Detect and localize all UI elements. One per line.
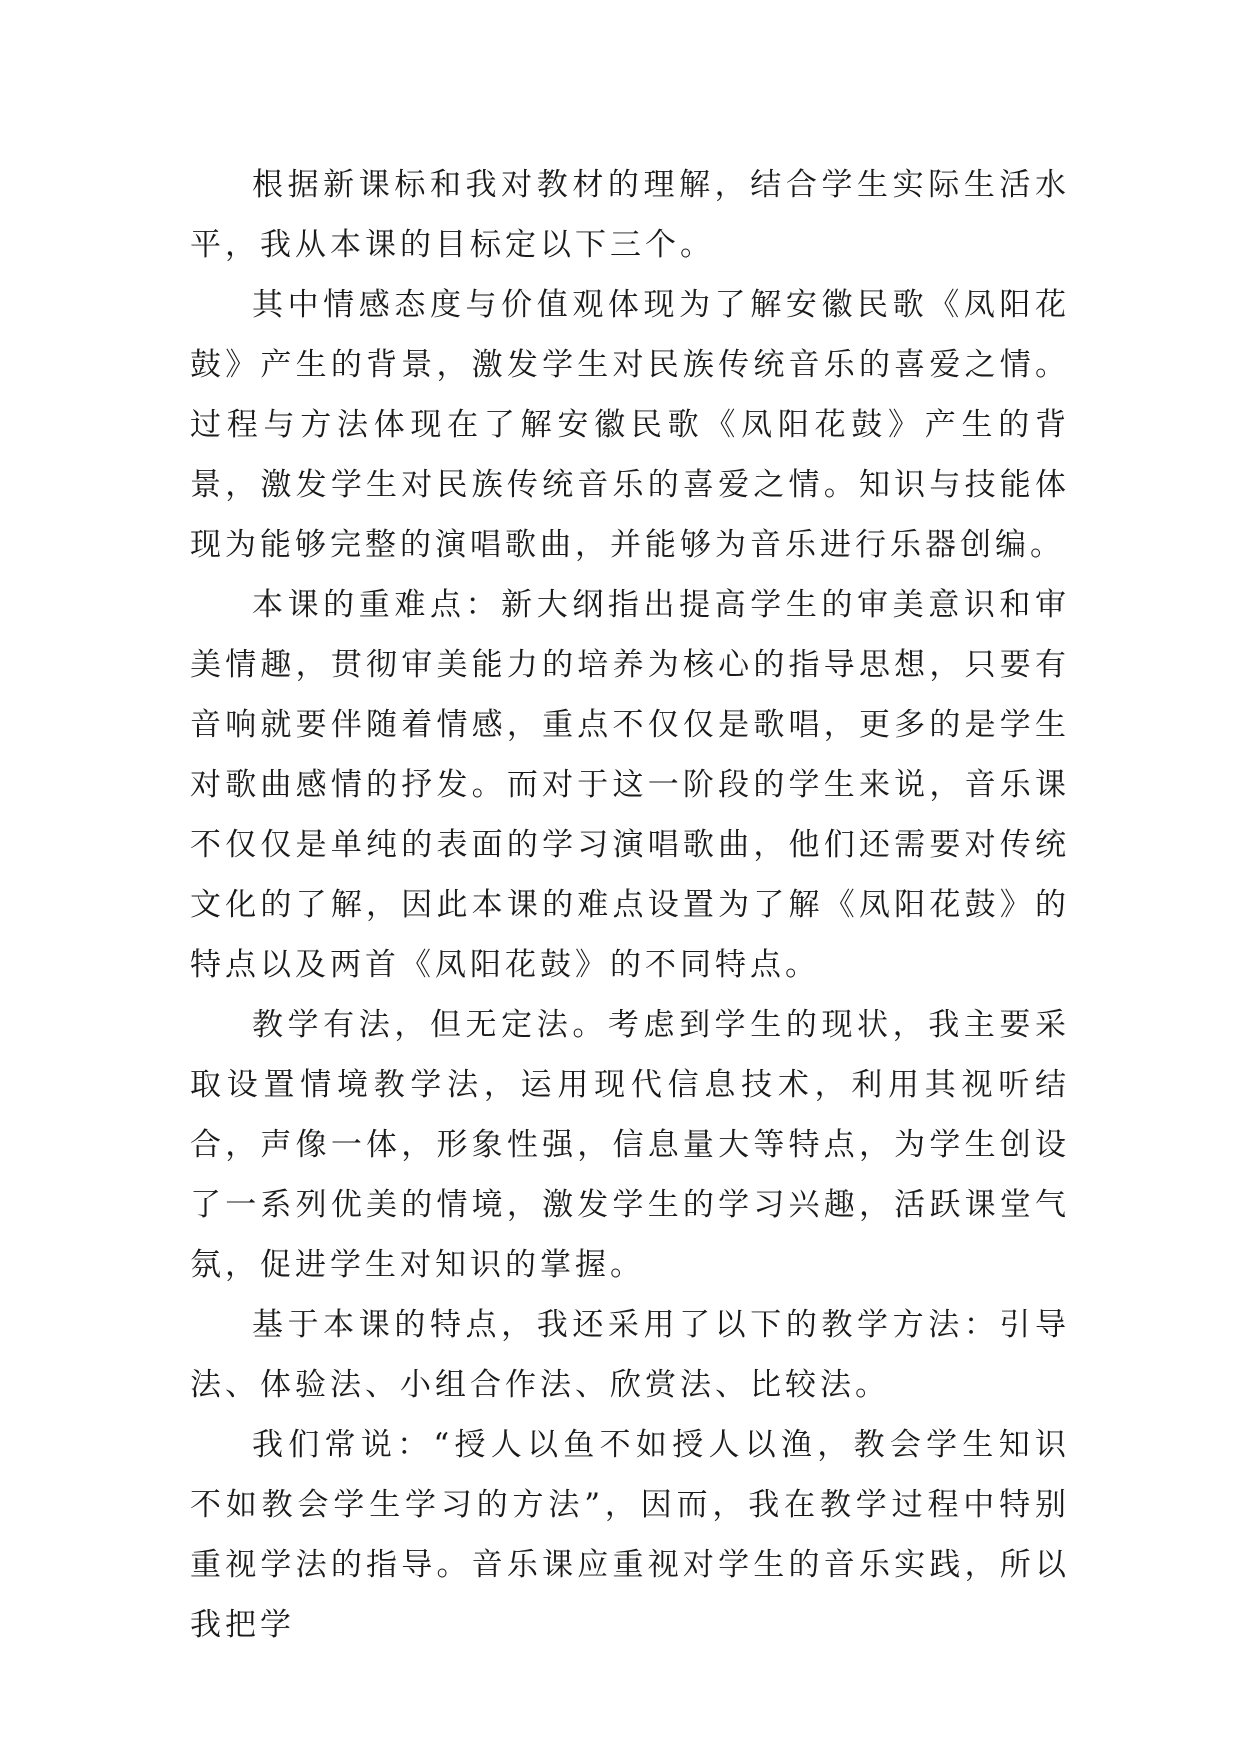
paragraph-teaching-method: 教学有法，但无定法。考虑到学生的现状，我主要采取设置情境教学法，运用现代信息技术，利用其视听结合，声像一体，形象性强，信息量大等特点，为学生创设了一系列优美的情境，激发学生的学习兴趣，活跃课堂气氛，促进学生对知识的掌握。 [190, 1007, 1070, 1283]
paragraph-three-dimensional-goals: 其中情感态度与价值观体现为了解安徽民歌《凤阳花鼓》产生的背景，激发学生对民族传统音乐的喜爱之情。过程与方法体现在了解安徽民歌《凤阳花鼓》产生的背景，激发学生对民族传统音乐的喜爱之情。知识与技能体现为能够完整的演唱歌曲，并能够为音乐进行乐器创编。 [190, 287, 1070, 563]
paragraph-key-difficult-points: 本课的重难点：新大纲指出提高学生的审美意识和审美情趣，贯彻审美能力的培养为核心的指导思想，只要有音响就要伴随着情感，重点不仅仅是歌唱，更多的是学生对歌曲感情的抒发。而对于这一阶段的学生来说，音乐课不仅仅是单纯的表面的学习演唱歌曲，他们还需要对传统文化的了解，因此本课的难点设置为了解《凤阳花鼓》的特点以及两首《凤阳花鼓》的不同特点。 [190, 587, 1070, 983]
paragraph-teaching-goals: 根据新课标和我对教材的理解，结合学生实际生活水平，我从本课的目标定以下三个。 [190, 167, 1070, 263]
paragraph-learning-method: 我们常说：“授人以鱼不如授人以渔，教会学生知识不如教会学生学习的方法”，因而，我在教学过程中特别重视学法的指导。音乐课应重视对学生的音乐实践，所以我把学 [190, 1427, 1070, 1643]
body-text [190, 155, 1070, 1655]
paragraph-method-list: 基于本课的特点，我还采用了以下的教学方法：引导法、体验法、小组合作法、欣赏法、比较法。 [190, 1307, 1070, 1403]
